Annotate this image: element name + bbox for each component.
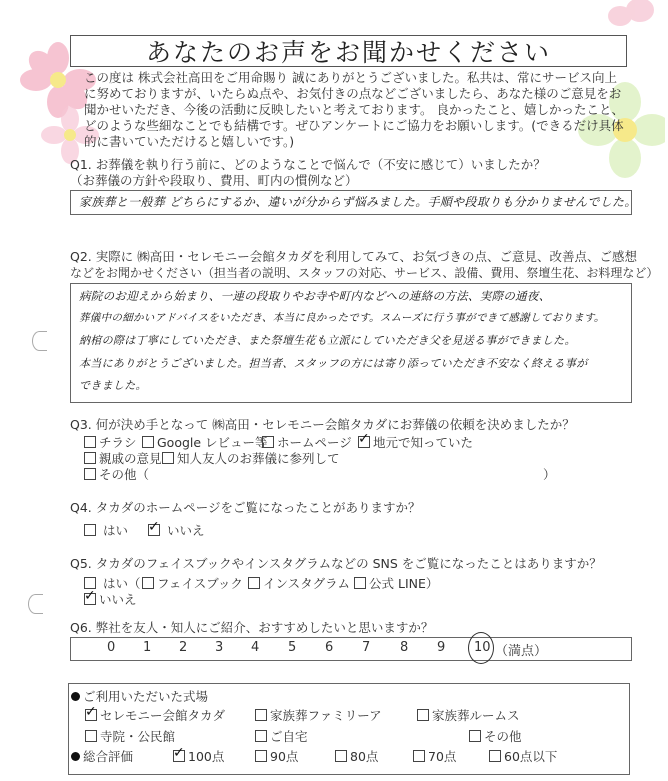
q1-sub: （お葬儀の方針や段取り、費用、町内の慣例など） xyxy=(70,173,358,188)
punch-hole xyxy=(28,594,43,614)
q4-option-yes[interactable]: はい xyxy=(84,521,128,539)
bullet-icon xyxy=(71,752,80,761)
checkbox[interactable] xyxy=(84,436,96,448)
q2-answer-line: 本当にありがとうございました。担当者、スタッフの方には寄り添っていただき不安なく終える事が xyxy=(79,357,588,370)
checkbox[interactable] xyxy=(255,730,267,742)
checkbox-checked[interactable] xyxy=(84,593,96,605)
q5-option-facebook[interactable]: フェイスブック xyxy=(142,574,243,592)
venue-option-rooms[interactable]: 家族葬ルームス xyxy=(417,706,520,724)
q2-answer-line: できました。 xyxy=(79,379,147,392)
checkbox-checked[interactable] xyxy=(358,436,370,448)
checkbox[interactable] xyxy=(262,436,274,448)
selection-circle-icon xyxy=(468,632,494,664)
checkbox-checked[interactable] xyxy=(148,524,160,536)
bullet-icon xyxy=(71,692,80,701)
q3-option-flyer[interactable]: チラシ xyxy=(84,433,137,451)
q3-label: Q3. 何が決め手となって ㈱高田・セレモニー会館タカダにお葬儀の依頼を決めましたか？ xyxy=(70,417,575,432)
q5-label: Q5. タカダのフェイスブックやインスタグラムなどの SNS をご覧になったことはありますか？ xyxy=(70,556,602,571)
q3-option-homepage[interactable]: ホームページ xyxy=(262,433,352,451)
punch-hole xyxy=(32,331,47,351)
checkbox[interactable] xyxy=(417,709,429,721)
q5-option-yes[interactable]: はい（ xyxy=(84,574,141,592)
rating-label-row xyxy=(71,747,133,765)
checkbox[interactable] xyxy=(413,750,425,762)
venue-option-ceremony[interactable]: ✓セレモニー会館タカダ xyxy=(85,706,225,724)
q2-label: Q2. 実際に ㈱高田・セレモニー会館タカダを利用してみて、お気づきの点、ご意見、改善点、ご感想 xyxy=(70,249,637,264)
q3-option-other[interactable]: その他（ xyxy=(84,465,149,483)
page-title: あなたのお声をお聞かせください xyxy=(70,35,627,67)
rating-option-80[interactable]: 80点 xyxy=(335,747,378,765)
checkbox[interactable] xyxy=(255,709,267,721)
q6-unit: （満点） xyxy=(495,644,548,659)
checkbox[interactable] xyxy=(84,524,96,536)
checkbox[interactable] xyxy=(84,452,96,464)
q5-option-no[interactable]: ✓いいえ xyxy=(84,590,137,608)
q4-label: Q4. タカダのホームページをご覧になったことがありますか？ xyxy=(70,500,421,515)
score-option[interactable]: 9 xyxy=(437,640,446,655)
venue-label: ご利用いただいた式場 xyxy=(83,689,209,704)
score-option[interactable]: 0 xyxy=(107,640,116,655)
checkbox-checked[interactable] xyxy=(173,750,185,762)
checkbox[interactable] xyxy=(84,468,96,480)
q2-answer-line: 葬儀中の細かいアドバイスをいただき、本当に良かったです。スムーズに行う事ができて感謝しております。 xyxy=(79,312,605,324)
score-option[interactable]: 6 xyxy=(325,640,334,655)
q2-label-2: などをお聞かせください（担当者の説明、スタッフの対応、サービス、設備、費用、祭壇生花、お料理など） xyxy=(70,266,659,280)
score-option[interactable]: 2 xyxy=(179,640,188,655)
checkbox[interactable] xyxy=(489,750,501,762)
score-option[interactable]: 1 xyxy=(143,640,152,655)
checkbox[interactable] xyxy=(162,452,174,464)
score-option-selected[interactable]: 10 xyxy=(474,640,491,655)
rating-option-90[interactable]: 90点 xyxy=(255,747,298,765)
q5-option-instagram[interactable]: インスタグラム xyxy=(248,574,350,592)
q5-option-line[interactable]: 公式 LINE） xyxy=(354,574,438,592)
q1-label: Q1. お葬儀を執り行う前に、どのようなことで悩んで（不安に感じて）いましたか？ xyxy=(70,157,546,172)
score-option[interactable]: 8 xyxy=(400,640,409,655)
checkbox[interactable] xyxy=(248,577,260,589)
checkbox[interactable] xyxy=(335,750,347,762)
q4-option-no[interactable]: ✓ いいえ xyxy=(148,521,205,539)
score-option[interactable]: 4 xyxy=(251,640,260,655)
checkbox[interactable] xyxy=(142,436,154,448)
venue-option-home[interactable]: ご自宅 xyxy=(255,727,308,745)
venue-option-other[interactable]: その他 xyxy=(469,727,522,745)
q3-other-close-paren: ） xyxy=(543,467,556,482)
score-option[interactable]: 3 xyxy=(215,640,224,655)
checkbox[interactable] xyxy=(142,577,154,589)
flower-decoration-topright-icon xyxy=(600,0,668,40)
score-option[interactable]: 7 xyxy=(362,640,371,655)
checkbox[interactable] xyxy=(255,750,267,762)
venue-label-row xyxy=(71,687,208,705)
rating-option-60-below[interactable]: 60点以下 xyxy=(489,747,557,765)
q3-option-google[interactable]: Google レビュー等 xyxy=(142,433,268,451)
intro-text: この度は 株式会社高田をご用命賜り 誠にありがとうございました。私共は、常にサービス向上に努めておりますが、いたらぬ点や、お気付きの点などございましたら、あなた様のご意見をお聞かせいただき、今後の活動に反映したいと考えております。 良かったこと、嬉しかったこと、どのような些細なことでも結構です。ぜひアンケートにご協力をお願いします。(できるだけ具体的に書いていただけると嬉しいです。) xyxy=(84,70,624,149)
q3-option-local[interactable]: ✓ 地元で知っていた xyxy=(358,433,473,451)
checkbox[interactable] xyxy=(85,730,97,742)
q6-score-row[interactable] xyxy=(70,637,632,661)
q3-option-relatives[interactable]: 親戚の意見 xyxy=(84,449,162,467)
bottom-section xyxy=(68,683,630,775)
checkbox[interactable] xyxy=(354,577,366,589)
rating-option-70[interactable]: 70点 xyxy=(413,747,456,765)
q6-label: Q6. 弊社を友人・知人にご紹介、おすすめしたいと思いますか？ xyxy=(70,620,434,635)
q3-option-friend-funeral[interactable]: 知人友人のお葬儀に参列して xyxy=(162,449,340,467)
q2-answer-line: 病院のお迎えから始まり、一連の段取りやお寺や町内などへの連絡の方法、実際の通夜、 xyxy=(79,289,551,303)
q1-answer-text: 家族葬と一般葬 どちらにするか、違いが分からず悩みました。手順や段取りも分かりませんでした。 xyxy=(79,195,637,209)
q2-answer-line: 納棺の際は丁寧にしていただき、また祭壇生花も立派にしていただき父を見送る事ができました。 xyxy=(79,334,576,347)
venue-option-temple[interactable]: 寺院・公民館 xyxy=(85,727,175,745)
q2-answer-box[interactable] xyxy=(70,283,632,403)
rating-label: 総合評価 xyxy=(83,749,134,764)
venue-option-familia[interactable]: 家族葬ファミリーア xyxy=(255,706,382,724)
rating-option-100[interactable]: ✓ 100点 xyxy=(173,747,224,765)
score-option[interactable]: 5 xyxy=(288,640,297,655)
checkbox[interactable] xyxy=(469,730,481,742)
q1-answer-box[interactable] xyxy=(70,190,637,215)
checkbox-checked[interactable] xyxy=(85,709,97,721)
